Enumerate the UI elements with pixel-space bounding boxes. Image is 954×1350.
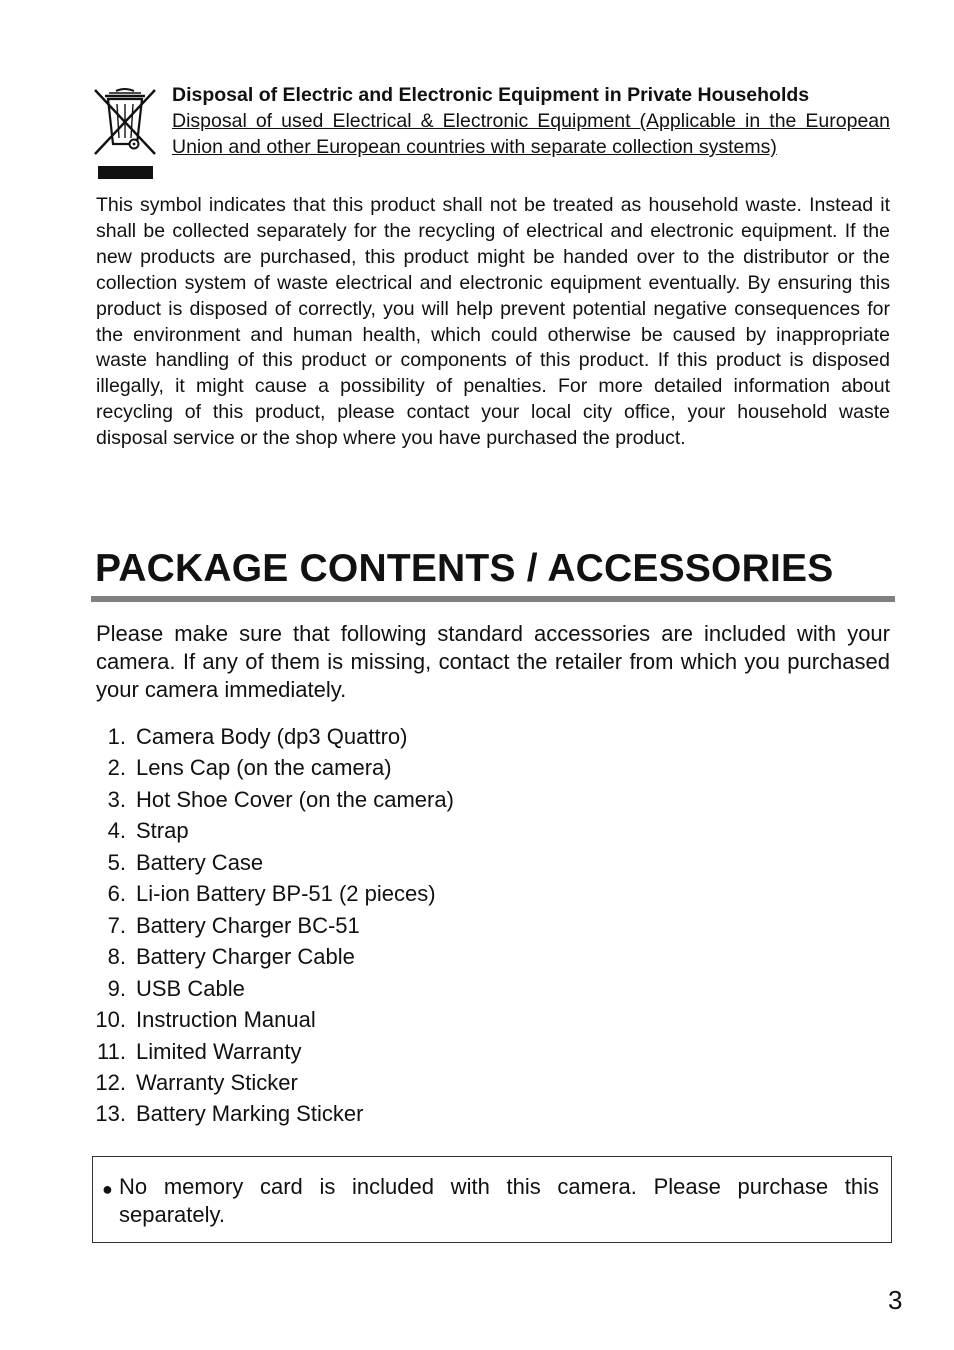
list-item (95, 752, 454, 783)
crossed-out-wheelie-bin-icon (92, 86, 158, 184)
list-item-label: Strap (136, 818, 189, 844)
list-item-number: 2. (107, 755, 126, 781)
list-item-number: 9. (107, 975, 126, 1001)
weee-subtitle: Disposal of used Electrical & Electronic Equipment (Applicable in the European Union and other European countries with separate collection systems) (172, 110, 890, 158)
list-item (95, 910, 454, 941)
list-item-number: 7. (107, 912, 126, 938)
weee-body-text: This symbol indicates that this product shall not be treated as household waste. Instead it shall be collected separately for the recycling of electrical and electronic equipment. If the new products are purchased, this product might be handed over to the distributor or the collection system of waste electrical and electronic equipment eventually. By ensuring this product is disposed of correctly, you will help prevent potential negative consequences for the environment and human health, which could otherwise be caused by inappropriate waste handling of this product or components of this product. If this product is disposed illegally, it might cause a possibility of penalties. For more detailed information about recycling of this product, please contact your local city office, your household waste disposal service or the shop where you have purchased the product. (96, 194, 890, 450)
list-item-label: Lens Cap (on the camera) (136, 755, 392, 781)
list-item-label: Battery Charger Cable (136, 944, 355, 970)
list-item (95, 815, 454, 846)
bullet-icon: ● (102, 1179, 113, 1199)
weee-header (172, 82, 890, 160)
list-item (95, 941, 454, 972)
list-item (95, 1036, 454, 1067)
list-item-number: 6. (107, 881, 126, 907)
list-item-label: Li-ion Battery BP-51 (2 pieces) (136, 881, 436, 907)
list-item-number: 3. (107, 786, 126, 812)
list-item-number: 12. (95, 1069, 126, 1095)
list-item (95, 878, 454, 909)
list-item (95, 784, 454, 815)
weee-title: Disposal of Electric and Electronic Equipment in Private Households (172, 84, 810, 106)
list-item (95, 1098, 454, 1129)
list-item-number: 5. (107, 849, 126, 875)
list-item-number: 1. (107, 724, 126, 749)
list-item-number: 13. (95, 1101, 126, 1127)
list-item-label: Battery Marking Sticker (136, 1101, 364, 1127)
list-item (95, 1067, 454, 1098)
list-item-number: 4. (107, 818, 126, 844)
list-item-label: Battery Case (136, 849, 264, 875)
accessory-list (95, 721, 454, 1130)
list-item (95, 1004, 454, 1035)
list-item-label: USB Cable (136, 975, 245, 1001)
note-box (92, 1156, 892, 1243)
list-item-label: Warranty Sticker (136, 1069, 298, 1095)
section-title: PACKAGE CONTENTS / ACCESSORIES (95, 547, 834, 590)
title-underline-rule (91, 596, 895, 602)
list-item-number: 10. (95, 1007, 126, 1033)
list-item-number: 8. (107, 944, 126, 970)
intro-paragraph: Please make sure that following standard accessories are included with your camera. If any of them is missing, contact the retailer from which you purchased your camera immediately. (96, 621, 890, 703)
page-number: 3 (888, 1285, 903, 1315)
list-item (95, 847, 454, 878)
note-text: No memory card is included with this camera. Please purchase this separately. (119, 1174, 879, 1228)
list-item-label: Battery Charger BC-51 (136, 912, 360, 938)
list-item-number: 11. (97, 1038, 126, 1064)
list-item (95, 973, 454, 1004)
list-item-label: Limited Warranty (136, 1038, 302, 1064)
list-item-label: Camera Body (dp3 Quattro) (136, 724, 408, 749)
list-item (95, 721, 454, 752)
list-item-label: Hot Shoe Cover (on the camera) (136, 786, 454, 812)
list-item-label: Instruction Manual (136, 1007, 316, 1033)
